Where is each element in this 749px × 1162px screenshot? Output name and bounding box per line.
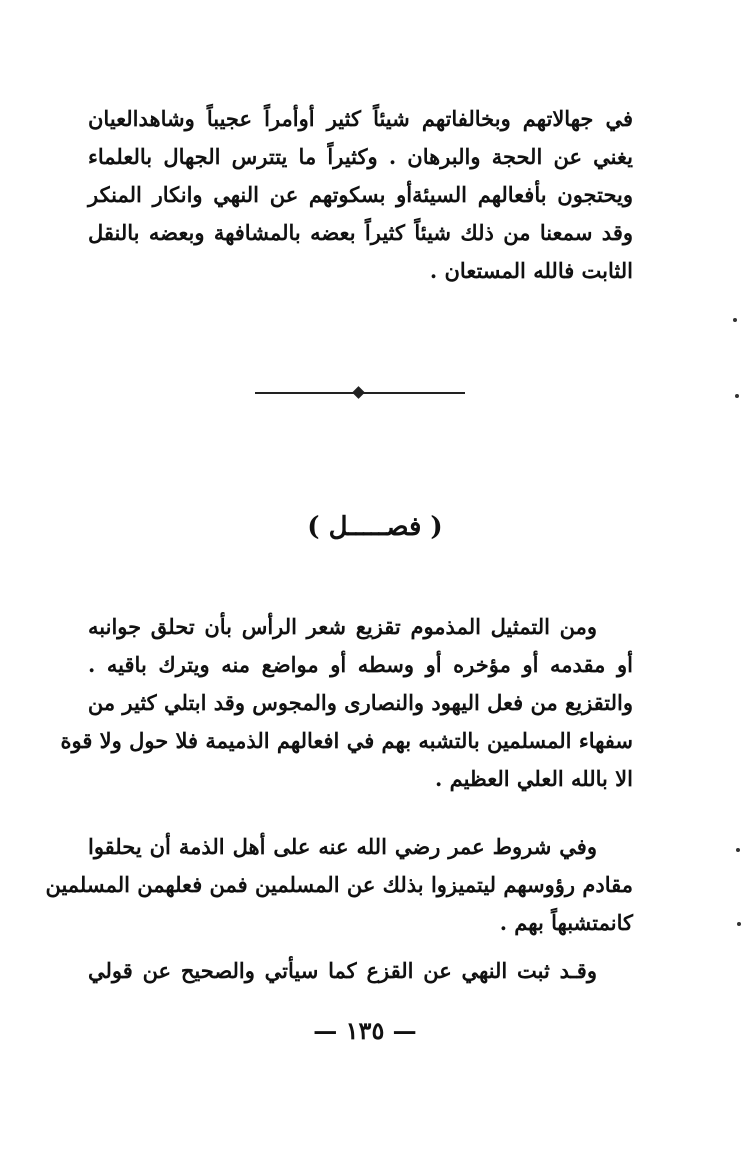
text-line: يغني عن الحجة والبرهان . وكثيراً ما يتترس الجهال بالعلماء	[88, 144, 633, 169]
section-heading: ( فصـــــل )	[307, 512, 443, 542]
margin-speck	[735, 394, 739, 398]
margin-speck	[733, 318, 737, 322]
page-number: — ١٣٥ —	[313, 1016, 417, 1045]
text-line: كانمتشبهاً بهم .	[499, 910, 633, 935]
text-line: ويحتجون بأفعالهم السيئةأو بسكوتهم عن النهي وانكار المنكر	[88, 182, 633, 207]
text-line: سفهاء المسلمين بالتشبه بهم في افعالهم الذميمة فلا حول ولا قوة	[60, 728, 633, 753]
text-line: أو مقدمه أو مؤخره أو وسطه أو مواضع منه ويترك باقيه .	[88, 652, 633, 677]
margin-speck	[737, 922, 741, 926]
text-line: الثابت فالله المستعان .	[429, 258, 633, 283]
paragraph-2	[60, 608, 633, 798]
paragraph-4	[88, 952, 633, 990]
text-line: الا بالله العلي العظيم .	[435, 766, 633, 791]
text-line: مقادم رؤوسهم ليتميزوا بذلك عن المسلمين فمن فعلهمن المسلمين	[45, 872, 633, 897]
text-line: وقد سمعنا من ذلك شيئاً كثيراً بعضه بالمشافهة وبعضه بالنقل	[88, 220, 633, 245]
margin-speck	[736, 848, 740, 852]
text-line: وفي شروط عمر رضي الله عنه على أهل الذمة أن يحلقوا	[88, 834, 597, 859]
text-line: وقـد ثبت النهي عن القزع كما سيأتي والصحيح عن قولي	[88, 958, 597, 983]
text-line: في جهالاتهم وبخالفاتهم شيئاً كثير أوأمراً عجيباً وشاهدالعيان	[88, 106, 633, 131]
divider-ornament	[352, 386, 365, 399]
text-line: ومن التمثيل المذموم تقزيع شعر الرأس بأن تحلق جوانبه	[88, 614, 597, 639]
text-line: والتقزيع من فعل اليهود والنصارى والمجوس وقد ابتلي كثير من	[87, 690, 633, 715]
paragraph-1	[88, 100, 633, 290]
paragraph-3	[45, 828, 633, 942]
